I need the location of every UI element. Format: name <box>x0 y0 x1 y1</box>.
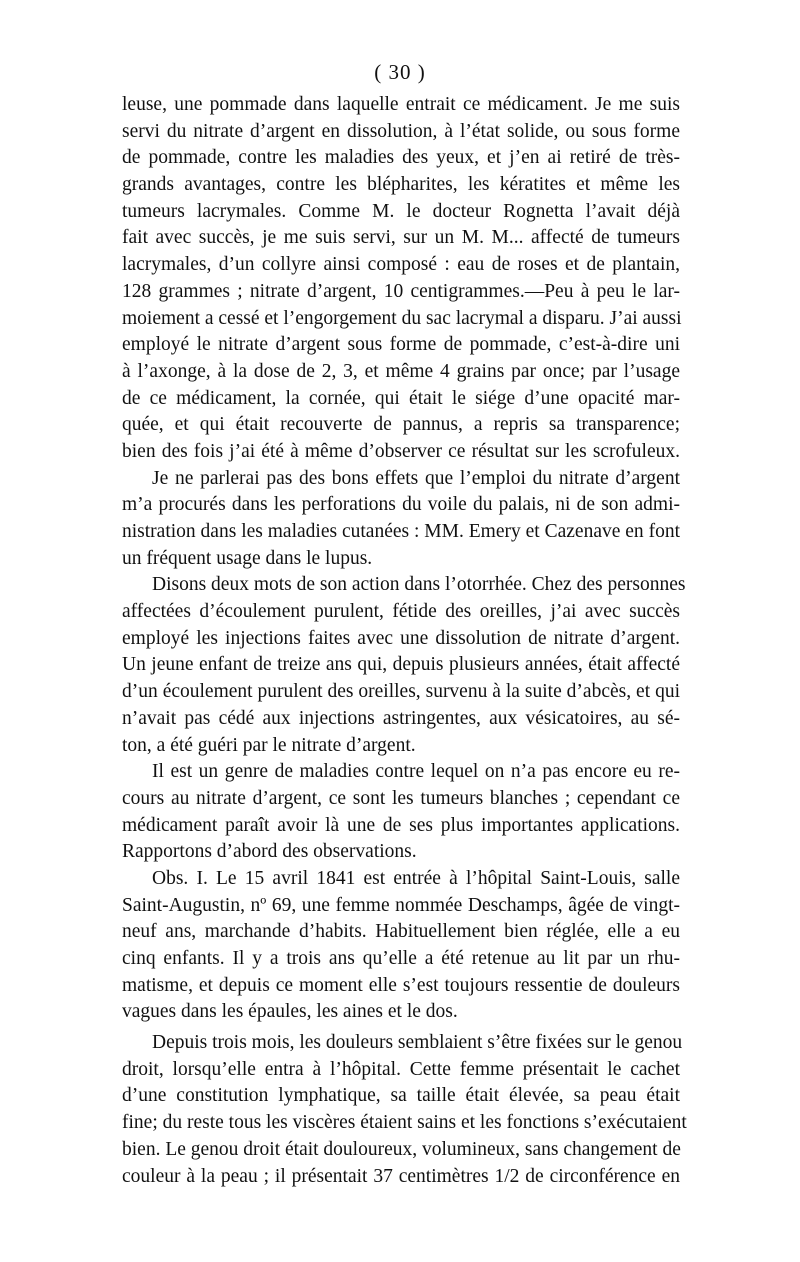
text-line: Il est un genre de maladies contre lequel on n’a pas encore eu re- <box>152 761 680 783</box>
text-line: couleur à la peau ; il présentait 37 centimètres 1/2 de circonférence en <box>122 1165 680 1187</box>
text-line: grands avantages, contre les blépharites, les kératites et même les <box>122 174 680 196</box>
text-line: quée, et qui était recouverte de pannus, a repris sa transparence; <box>122 414 680 436</box>
text-line: Je ne parlerai pas des bons effets que l’emploi du nitrate d’argent <box>152 467 680 489</box>
text-line: bien des fois j’ai été à même d’observer ce résultat sur les scrofuleux. <box>122 440 680 462</box>
text-line: fine; du reste tous les viscères étaient sains et les fonctions s’exécutaient <box>122 1112 687 1134</box>
page-number: ( 30 ) <box>374 60 426 84</box>
text-line: droit, lorsqu’elle entra à l’hôpital. Cette femme présentait le cachet <box>122 1058 680 1080</box>
text-line: un fréquent usage dans le lupus. <box>122 547 373 569</box>
text-line: Depuis trois mois, les douleurs semblaient s’être fixées sur le genou <box>152 1032 683 1054</box>
text-line: de ce médicament, la cornée, qui était le siége d’une opacité mar- <box>122 387 680 409</box>
text-line: nistration dans les maladies cutanées : MM. Emery et Cazenave en font <box>122 521 680 542</box>
text-line: ton, a été guéri par le nitrate d’argent. <box>122 734 416 756</box>
text-line: moiement a cessé et l’engorgement du sac lacrymal a disparu. J’ai aussi <box>122 307 682 329</box>
text-line: vagues dans les épaules, les aines et le dos. <box>122 1001 458 1023</box>
text-line: de pommade, contre les maladies des yeux, et j’en ai retiré de très- <box>122 147 680 169</box>
text-line: Rapportons d’abord des observations. <box>122 841 417 863</box>
text-line: neuf ans, marchande d’habits. Habituellement bien réglée, elle a eu <box>122 921 680 943</box>
text-line: employé les injections faites avec une dissolution de nitrate d’argent. <box>122 627 680 649</box>
text-line: à l’axonge, à la dose de 2, 3, et même 4 grains par once; par l’usage <box>122 360 680 382</box>
text-line: m’a procurés dans les perforations du voile du palais, ni de son admi- <box>122 494 680 516</box>
text-line: tumeurs lacrymales. Comme M. le docteur Rognetta l’avait déjà <box>122 200 680 222</box>
text-line: d’une constitution lymphatique, sa taille était élevée, sa peau était <box>122 1085 680 1107</box>
text-line: bien. Le genou droit était douloureux, volumineux, sans changement de <box>122 1138 681 1160</box>
text-line: médicament paraît avoir là une de ses plus importantes applications. <box>122 814 680 836</box>
text-line: n’avait pas cédé aux injections astringentes, aux vésicatoires, au sé- <box>122 707 680 729</box>
body-text <box>122 92 687 1190</box>
text-line: cinq enfants. Il y a trois ans qu’elle a été retenue au lit par un rhu- <box>122 948 680 969</box>
text-line: servi du nitrate d’argent en dissolution, à l’état solide, ou sous forme <box>122 120 680 142</box>
text-line: Obs. I. Le 15 avril 1841 est entrée à l’hôpital Saint-Louis, salle <box>152 867 680 889</box>
text-line: 128 grammes ; nitrate d’argent, 10 centigrammes.—Peu à peu le lar- <box>122 280 680 302</box>
text-line: lacrymales, d’un collyre ainsi composé : eau de roses et de plantain, <box>122 254 680 276</box>
text-line: affectées d’écoulement purulent, fétide des oreilles, j’ai avec succès <box>122 601 680 623</box>
text-line: fait avec succès, je me suis servi, sur un M. M... affecté de tumeurs <box>122 227 680 249</box>
text-line: Un jeune enfant de treize ans qui, depuis plusieurs années, était affecté <box>122 654 680 676</box>
text-line: matisme, et depuis ce moment elle s’est toujours ressentie de douleurs <box>122 974 680 996</box>
text-line: employé le nitrate d’argent sous forme de pommade, c’est-à-dire uni <box>122 334 680 356</box>
text-line: Saint-Augustin, nº 69, une femme nommée Deschamps, âgée de vingt- <box>122 894 680 916</box>
text-line: Disons deux mots de son action dans l’otorrhée. Chez des personnes <box>152 574 686 596</box>
text-line: leuse, une pommade dans laquelle entrait ce médicament. Je me suis <box>122 94 680 115</box>
text-line: d’un écoulement purulent des oreilles, survenu à la suite d’abcès, et qui <box>122 681 680 703</box>
text-line: cours au nitrate d’argent, ce sont les tumeurs blanches ; cependant ce <box>122 787 680 809</box>
